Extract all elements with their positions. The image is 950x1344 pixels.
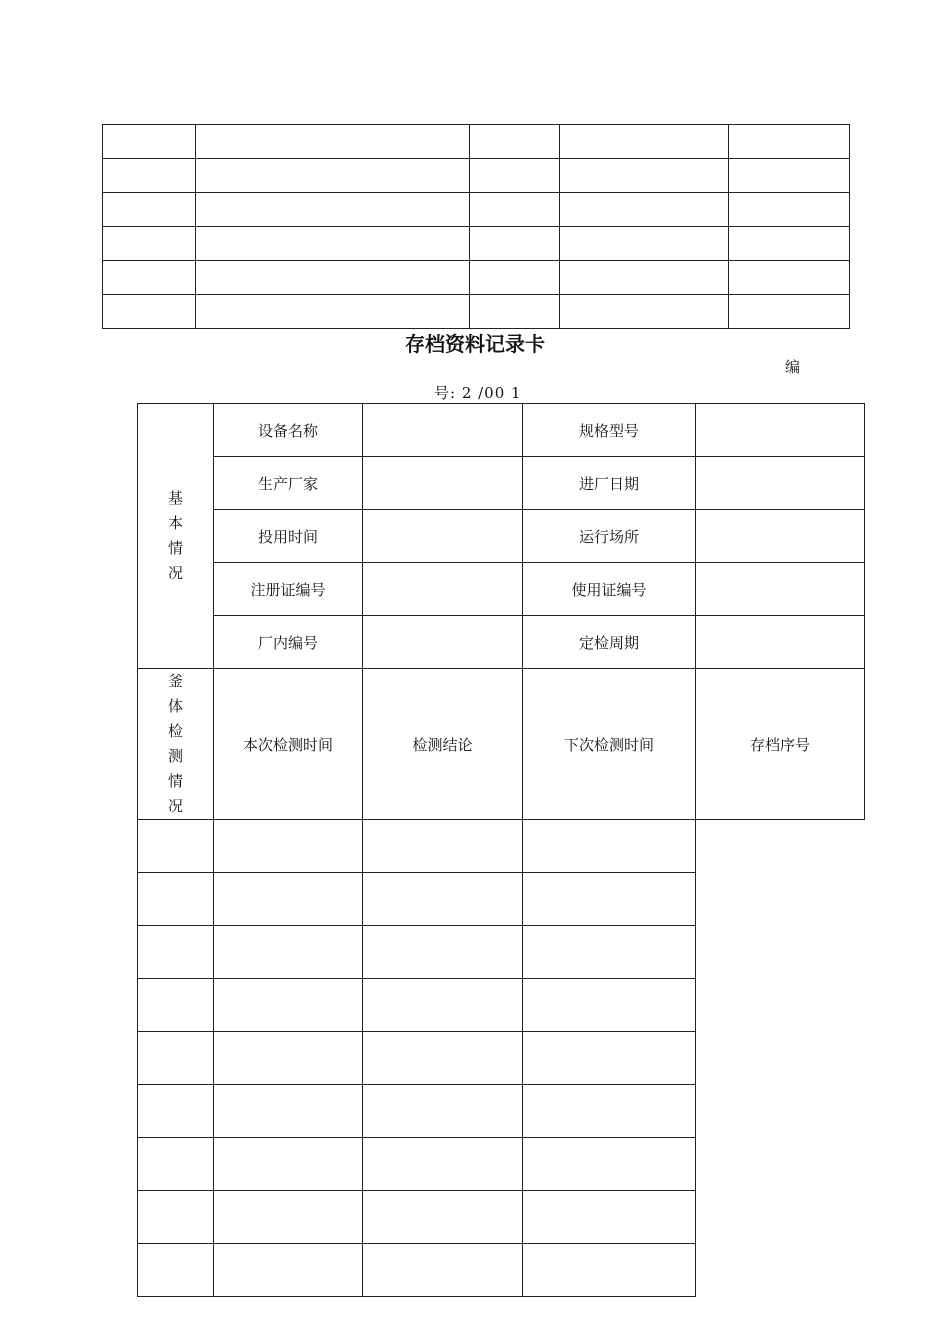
table-row <box>103 193 850 227</box>
inspection-cell[interactable] <box>363 1191 523 1244</box>
table-cell[interactable] <box>196 227 470 261</box>
inspection-cell[interactable] <box>214 926 363 979</box>
table-cell[interactable] <box>729 261 850 295</box>
table-cell[interactable] <box>103 227 196 261</box>
inspection-cell[interactable] <box>523 820 696 873</box>
inspection-cell[interactable] <box>214 1138 363 1191</box>
document-title: 存档资料记录卡 <box>405 332 545 356</box>
inspection-cell[interactable] <box>138 1191 214 1244</box>
inspection-row <box>138 873 865 926</box>
table-cell[interactable] <box>196 159 470 193</box>
table-cell[interactable] <box>196 261 470 295</box>
inspection-cell[interactable] <box>363 1032 523 1085</box>
table-cell[interactable] <box>103 193 196 227</box>
table-cell[interactable] <box>470 125 560 159</box>
table-cell[interactable] <box>560 193 729 227</box>
table-cell[interactable] <box>470 159 560 193</box>
label-arrival-date: 进厂日期 <box>523 457 696 510</box>
label-inspection-cycle: 定检周期 <box>523 616 696 669</box>
inspection-cell[interactable] <box>523 979 696 1032</box>
value-arrival-date[interactable] <box>696 457 865 510</box>
basic-row <box>138 404 865 457</box>
value-equipment-name[interactable] <box>363 404 523 457</box>
table-cell[interactable] <box>470 227 560 261</box>
inspection-cell[interactable] <box>138 1085 214 1138</box>
inspection-row <box>138 979 865 1032</box>
table-cell[interactable] <box>470 261 560 295</box>
label-internal-no: 厂内编号 <box>214 616 363 669</box>
label-spec-model: 规格型号 <box>523 404 696 457</box>
inspection-cell[interactable] <box>523 1244 696 1297</box>
header-archive-no: 存档序号 <box>696 669 865 820</box>
table-cell[interactable] <box>196 193 470 227</box>
record-card-table <box>137 403 865 1297</box>
table-row <box>103 227 850 261</box>
inspection-row <box>138 1138 865 1191</box>
inspection-cell[interactable] <box>523 926 696 979</box>
inspection-cell[interactable] <box>214 1085 363 1138</box>
label-operating-site: 运行场所 <box>523 510 696 563</box>
table-cell[interactable] <box>196 125 470 159</box>
header-this-inspection-time: 本次检测时间 <box>214 669 363 820</box>
value-registration-no[interactable] <box>363 563 523 616</box>
inspection-cell[interactable] <box>363 1244 523 1297</box>
value-manufacturer[interactable] <box>363 457 523 510</box>
table-cell[interactable] <box>103 295 196 329</box>
table-cell[interactable] <box>560 295 729 329</box>
inspection-cell[interactable] <box>138 873 214 926</box>
table-cell[interactable] <box>729 159 850 193</box>
inspection-row <box>138 1191 865 1244</box>
top-continuation-table <box>102 124 850 329</box>
table-row <box>103 159 850 193</box>
inspection-row <box>138 1085 865 1138</box>
label-equipment-name: 设备名称 <box>214 404 363 457</box>
header-next-inspection-time: 下次检测时间 <box>523 669 696 820</box>
inspection-cell[interactable] <box>138 1032 214 1085</box>
inspection-cell[interactable] <box>214 873 363 926</box>
inspection-cell[interactable] <box>523 1032 696 1085</box>
table-cell[interactable] <box>560 227 729 261</box>
inspection-row <box>138 926 865 979</box>
table-cell[interactable] <box>103 159 196 193</box>
table-row <box>103 295 850 329</box>
inspection-header-row <box>138 669 865 820</box>
value-commission-time[interactable] <box>363 510 523 563</box>
table-cell[interactable] <box>196 295 470 329</box>
table-cell[interactable] <box>103 261 196 295</box>
value-inspection-cycle[interactable] <box>696 616 865 669</box>
table-cell[interactable] <box>729 295 850 329</box>
inspection-cell[interactable] <box>523 1191 696 1244</box>
inspection-cell[interactable] <box>214 979 363 1032</box>
inspection-cell[interactable] <box>214 1191 363 1244</box>
table-cell[interactable] <box>103 125 196 159</box>
inspection-cell[interactable] <box>138 1138 214 1191</box>
table-cell[interactable] <box>560 261 729 295</box>
table-cell[interactable] <box>470 295 560 329</box>
inspection-cell[interactable] <box>138 820 214 873</box>
basic-row <box>138 457 865 510</box>
value-internal-no[interactable] <box>363 616 523 669</box>
table-cell[interactable] <box>729 125 850 159</box>
serial-label: 编 <box>785 358 801 376</box>
value-operating-site[interactable] <box>696 510 865 563</box>
table-row <box>103 125 850 159</box>
inspection-cell[interactable] <box>523 873 696 926</box>
label-manufacturer: 生产厂家 <box>214 457 363 510</box>
table-cell[interactable] <box>729 227 850 261</box>
header-inspection-conclusion: 检测结论 <box>363 669 523 820</box>
table-cell[interactable] <box>560 125 729 159</box>
basic-row <box>138 616 865 669</box>
inspection-row <box>138 1032 865 1085</box>
table-cell[interactable] <box>560 159 729 193</box>
inspection-cell[interactable] <box>138 979 214 1032</box>
inspection-cell[interactable] <box>138 1244 214 1297</box>
inspection-cell[interactable] <box>363 1085 523 1138</box>
basic-row <box>138 510 865 563</box>
inspection-cell[interactable] <box>363 979 523 1032</box>
inspection-cell[interactable] <box>363 1138 523 1191</box>
inspection-row <box>138 1244 865 1297</box>
serial-value: 号: 2 /00 1 <box>434 384 522 402</box>
inspection-cell[interactable] <box>214 820 363 873</box>
section-basic-info: 基 本 情 况 <box>138 404 214 669</box>
basic-row <box>138 563 865 616</box>
value-spec-model[interactable] <box>696 404 865 457</box>
inspection-cell[interactable] <box>523 1085 696 1138</box>
label-commission-time: 投用时间 <box>214 510 363 563</box>
label-registration-no: 注册证编号 <box>214 563 363 616</box>
table-row <box>103 261 850 295</box>
inspection-cell[interactable] <box>363 873 523 926</box>
label-usage-cert-no: 使用证编号 <box>523 563 696 616</box>
value-usage-cert-no[interactable] <box>696 563 865 616</box>
inspection-cell[interactable] <box>214 1032 363 1085</box>
table-cell[interactable] <box>470 193 560 227</box>
inspection-cell[interactable] <box>363 820 523 873</box>
table-cell[interactable] <box>729 193 850 227</box>
inspection-row <box>138 820 865 873</box>
inspection-cell[interactable] <box>523 1138 696 1191</box>
inspection-cell[interactable] <box>138 926 214 979</box>
section-vessel-inspection: 釜 体 检 测 情 况 <box>138 669 214 820</box>
inspection-cell[interactable] <box>363 926 523 979</box>
inspection-cell[interactable] <box>214 1244 363 1297</box>
